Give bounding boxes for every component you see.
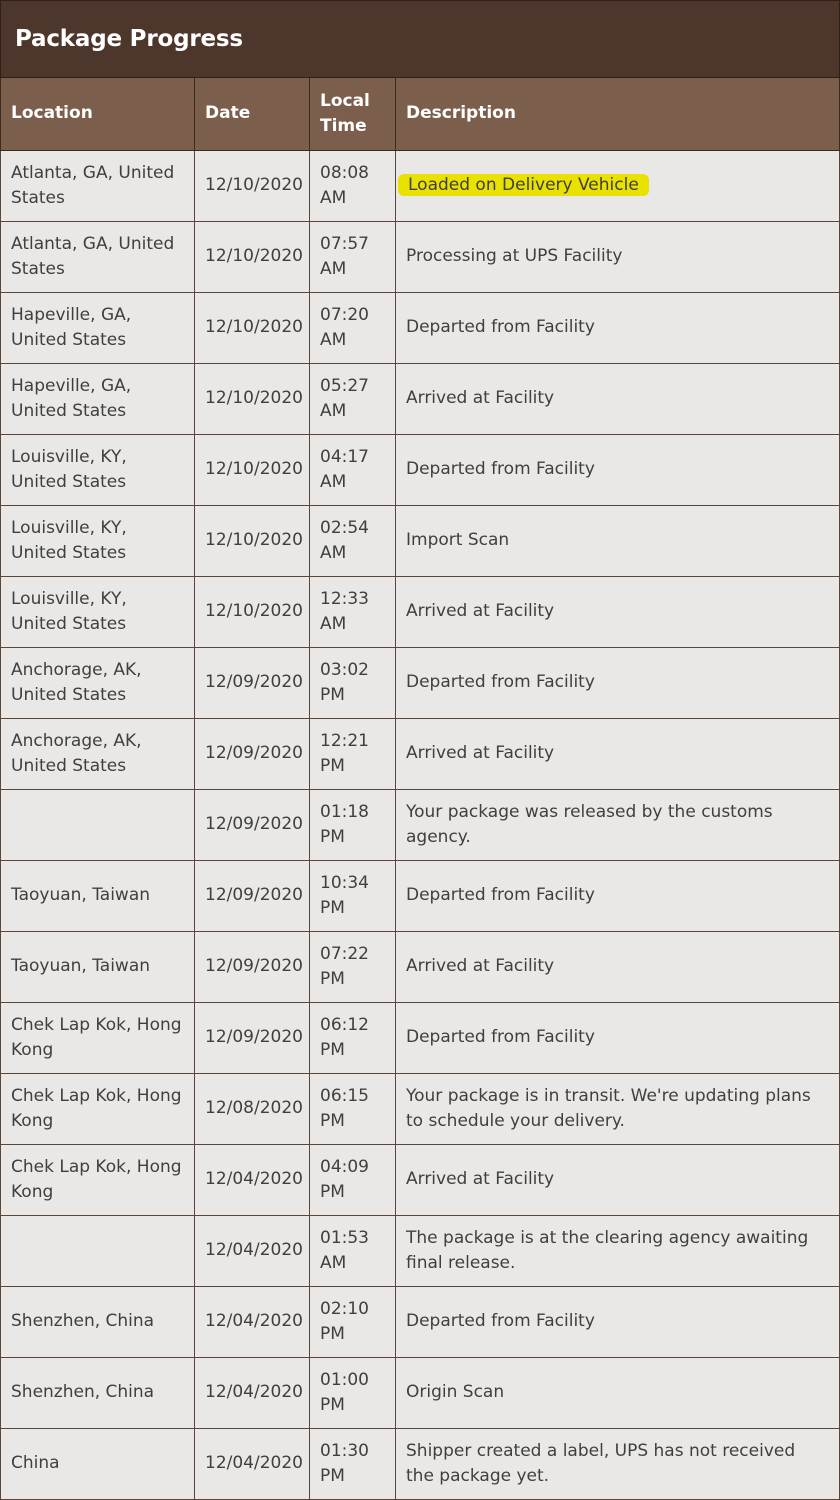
location-cell: Hapeville, GA, United States [1, 363, 195, 434]
location-cell: Chek Lap Kok, Hong Kong [1, 1144, 195, 1215]
table-row [1, 647, 840, 718]
description-cell: Arrived at Facility [396, 363, 840, 434]
highlighted-description: Loaded on Delivery Vehicle [398, 174, 649, 196]
table-row [1, 1357, 840, 1428]
location-cell: China [1, 1428, 195, 1499]
location-cell: Taoyuan, Taiwan [1, 931, 195, 1002]
description-cell: Departed from Facility [396, 1286, 840, 1357]
panel-title: Package Progress [0, 0, 840, 78]
local-time-cell: 07:57 AM [310, 221, 396, 292]
table-row [1, 1002, 840, 1073]
table-row [1, 292, 840, 363]
table-row [1, 1073, 840, 1144]
description-cell: Arrived at Facility [396, 576, 840, 647]
description-cell: Departed from Facility [396, 860, 840, 931]
local-time-cell: 06:12 PM [310, 1002, 396, 1073]
location-cell: Atlanta, GA, United States [1, 221, 195, 292]
date-cell: 12/09/2020 [195, 860, 310, 931]
local-time-cell: 04:09 PM [310, 1144, 396, 1215]
date-cell: 12/10/2020 [195, 221, 310, 292]
column-header-local-time: Local Time [310, 78, 396, 150]
location-cell: Shenzhen, China [1, 1357, 195, 1428]
date-cell: 12/04/2020 [195, 1215, 310, 1286]
table-row [1, 718, 840, 789]
local-time-cell: 01:30 PM [310, 1428, 396, 1499]
local-time-cell: 12:21 PM [310, 718, 396, 789]
local-time-cell: 07:22 PM [310, 931, 396, 1002]
table-row [1, 576, 840, 647]
local-time-cell: 01:00 PM [310, 1357, 396, 1428]
local-time-cell: 10:34 PM [310, 860, 396, 931]
local-time-cell: 05:27 AM [310, 363, 396, 434]
date-cell: 12/10/2020 [195, 150, 310, 221]
description-cell: Your package is in transit. We're updating plans to schedule your delivery. [396, 1073, 840, 1144]
table-row [1, 221, 840, 292]
location-cell [1, 1215, 195, 1286]
local-time-cell: 04:17 AM [310, 434, 396, 505]
table-row [1, 434, 840, 505]
table-row [1, 505, 840, 576]
location-cell: Atlanta, GA, United States [1, 150, 195, 221]
description-cell: Processing at UPS Facility [396, 221, 840, 292]
date-cell: 12/09/2020 [195, 931, 310, 1002]
date-cell: 12/10/2020 [195, 363, 310, 434]
date-cell: 12/10/2020 [195, 576, 310, 647]
date-cell: 12/04/2020 [195, 1144, 310, 1215]
local-time-cell: 02:54 AM [310, 505, 396, 576]
local-time-cell: 07:20 AM [310, 292, 396, 363]
date-cell: 12/09/2020 [195, 647, 310, 718]
location-cell [1, 789, 195, 860]
location-cell: Hapeville, GA, United States [1, 292, 195, 363]
location-cell: Louisville, KY, United States [1, 434, 195, 505]
description-cell: Departed from Facility [396, 434, 840, 505]
description-cell: Shipper created a label, UPS has not received the package yet. [396, 1428, 840, 1499]
local-time-cell: 06:15 PM [310, 1073, 396, 1144]
table-row [1, 150, 840, 221]
date-cell: 12/04/2020 [195, 1286, 310, 1357]
description-cell: Origin Scan [396, 1357, 840, 1428]
description-cell: Import Scan [396, 505, 840, 576]
date-cell: 12/10/2020 [195, 292, 310, 363]
table-body [1, 150, 840, 1499]
date-cell: 12/04/2020 [195, 1428, 310, 1499]
description-cell: Your package was released by the customs agency. [396, 789, 840, 860]
description-cell: Arrived at Facility [396, 931, 840, 1002]
column-header-date: Date [195, 78, 310, 150]
table-row [1, 1286, 840, 1357]
table-header-row [1, 78, 840, 150]
location-cell: Louisville, KY, United States [1, 505, 195, 576]
date-cell: 12/04/2020 [195, 1357, 310, 1428]
progress-table [0, 78, 840, 1500]
local-time-cell: 03:02 PM [310, 647, 396, 718]
description-cell: Arrived at Facility [396, 1144, 840, 1215]
local-time-cell: 08:08 AM [310, 150, 396, 221]
date-cell: 12/10/2020 [195, 505, 310, 576]
date-cell: 12/09/2020 [195, 718, 310, 789]
date-cell: 12/09/2020 [195, 1002, 310, 1073]
local-time-cell: 01:53 AM [310, 1215, 396, 1286]
description-cell: Departed from Facility [396, 647, 840, 718]
location-cell: Chek Lap Kok, Hong Kong [1, 1073, 195, 1144]
column-header-location: Location [1, 78, 195, 150]
description-cell: Departed from Facility [396, 292, 840, 363]
location-cell: Taoyuan, Taiwan [1, 860, 195, 931]
location-cell: Chek Lap Kok, Hong Kong [1, 1002, 195, 1073]
table-row [1, 789, 840, 860]
table-row [1, 363, 840, 434]
location-cell: Anchorage, AK, United States [1, 647, 195, 718]
local-time-cell: 12:33 AM [310, 576, 396, 647]
location-cell: Anchorage, AK, United States [1, 718, 195, 789]
description-cell: Departed from Facility [396, 1002, 840, 1073]
description-cell [396, 150, 840, 221]
table-row [1, 860, 840, 931]
local-time-cell: 02:10 PM [310, 1286, 396, 1357]
table-row [1, 1215, 840, 1286]
column-header-description: Description [396, 78, 840, 150]
table-row [1, 1144, 840, 1215]
local-time-cell: 01:18 PM [310, 789, 396, 860]
date-cell: 12/10/2020 [195, 434, 310, 505]
table-row [1, 931, 840, 1002]
table-row [1, 1428, 840, 1499]
date-cell: 12/08/2020 [195, 1073, 310, 1144]
description-cell: Arrived at Facility [396, 718, 840, 789]
description-cell: The package is at the clearing agency awaiting final release. [396, 1215, 840, 1286]
location-cell: Louisville, KY, United States [1, 576, 195, 647]
date-cell: 12/09/2020 [195, 789, 310, 860]
location-cell: Shenzhen, China [1, 1286, 195, 1357]
